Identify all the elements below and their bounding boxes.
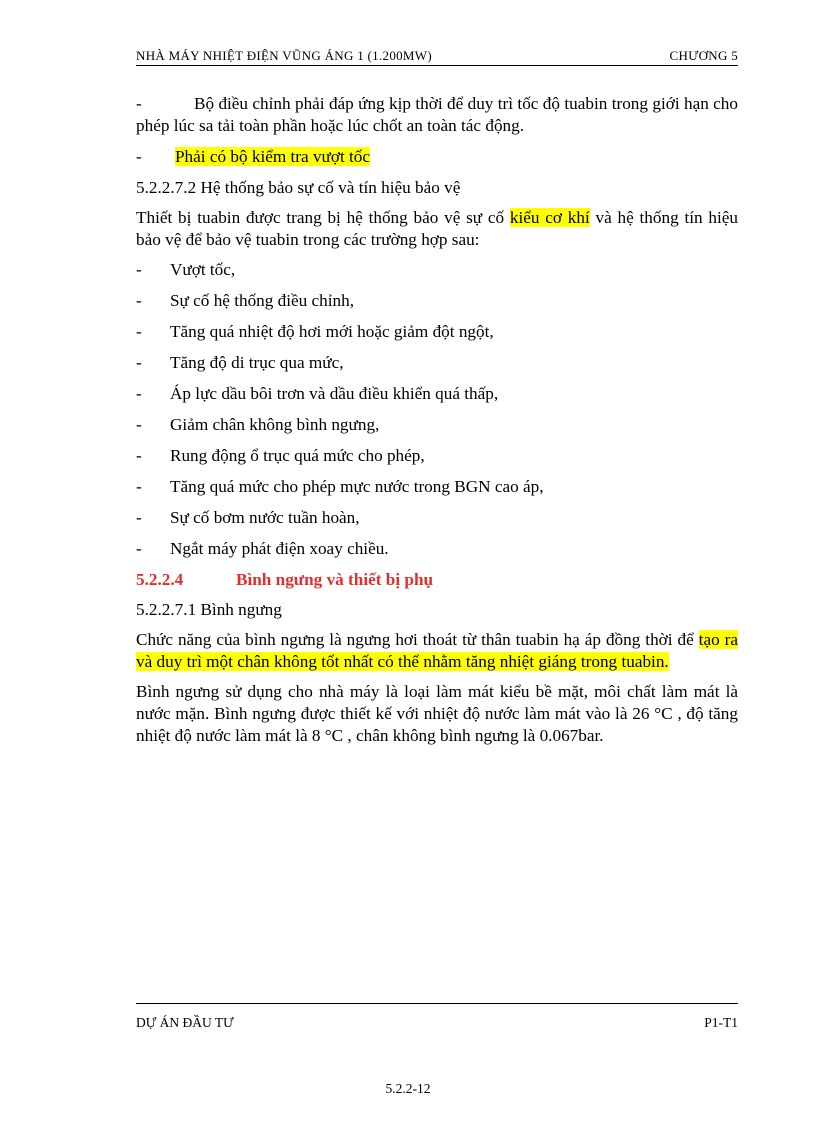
header-title: NHÀ MÁY NHIỆT ĐIỆN VŨNG ÁNG 1 (1.200MW) [136, 48, 432, 63]
section-title: Bình ngưng và thiết bị phụ [236, 570, 434, 589]
page-number: 5.2.2-12 [385, 1081, 431, 1096]
page-footer [136, 1003, 738, 1034]
protection-list [136, 259, 738, 560]
list-item-bullet1 [136, 93, 738, 137]
list-item: - Vượt tốc, [136, 260, 236, 279]
paragraph-condenser-spec: Bình ngưng sử dụng cho nhà máy là loại làm mát kiểu bề mặt, môi chất làm mát là nước mặn. Bình ngưng được thiết kế với nhiệt độ nước làm mát vào là 26 °C , độ tăng nhiệt độ nước làm mát là 8 °C , chân không bình ngưng là 0.067bar. [136, 682, 738, 745]
list-item: - Sự cố hệ thống điều chỉnh, [136, 291, 355, 310]
list-item: - Sự cố bơm nước tuần hoàn, [136, 508, 360, 527]
footer-project: DỰ ÁN ĐẦU TƯ [136, 1015, 234, 1030]
document-body [136, 93, 738, 747]
paragraph-protection: Thiết bị tuabin được trang bị hệ thống bảo vệ sự cố kiểu cơ khí và hệ thống tín hiệu bảo vệ để bảo vệ tuabin trong các trường hợp sau: [136, 208, 738, 249]
highlighted-text: tạo ra và duy trì một chân không tốt nhất có thể nhằm tăng nhiệt giáng trong tuabin. [136, 630, 738, 671]
highlighted-text: Phải có bộ kiểm tra vượt tốc [175, 147, 371, 166]
bullet-dash: - [136, 94, 142, 113]
bullet-text: Bộ điều chỉnh phải đáp ứng kịp thời để duy trì tốc độ tuabin trong giới hạn cho phép lúc sa tải toàn phần hoặc lúc chốt an toàn tác động. [136, 94, 738, 135]
bullet-dash: - [136, 147, 142, 166]
list-item: - Tăng quá mức cho phép mực nước trong BGN cao áp, [136, 477, 544, 496]
list-item: - Giảm chân không bình ngưng, [136, 415, 380, 434]
list-item-bullet2 [136, 146, 738, 168]
section-heading-7-2: 5.2.2.7.2 Hệ thống bảo sự cố và tín hiệu bảo vệ [136, 178, 461, 197]
list-item: - Ngắt máy phát điện xoay chiều. [136, 539, 389, 558]
footer-code: P1-T1 [704, 1015, 738, 1030]
section-number: 5.2.2.4 [136, 570, 184, 589]
header-chapter: CHƯƠNG 5 [669, 48, 738, 63]
paragraph-condenser-function: Chức năng của bình ngưng là ngưng hơi thoát từ thân tuabin hạ áp đồng thời để tạo ra và duy trì một chân không tốt nhất có thể nhằm tăng nhiệt giáng trong tuabin. [136, 630, 738, 671]
list-item: - Áp lực dầu bôi trơn và dầu điều khiển quá thấp, [136, 384, 499, 403]
list-item: - Tăng quá nhiệt độ hơi mới hoặc giảm đột ngột, [136, 322, 494, 341]
highlighted-text: kiểu cơ khí [509, 208, 590, 227]
list-item: - Rung động ổ trục quá mức cho phép, [136, 446, 425, 465]
page-header [136, 46, 738, 66]
section-heading-2-2-4 [136, 569, 738, 591]
list-item: - Tăng độ di trục qua mức, [136, 353, 344, 372]
section-heading-7-1: 5.2.2.7.1 Bình ngưng [136, 600, 282, 619]
